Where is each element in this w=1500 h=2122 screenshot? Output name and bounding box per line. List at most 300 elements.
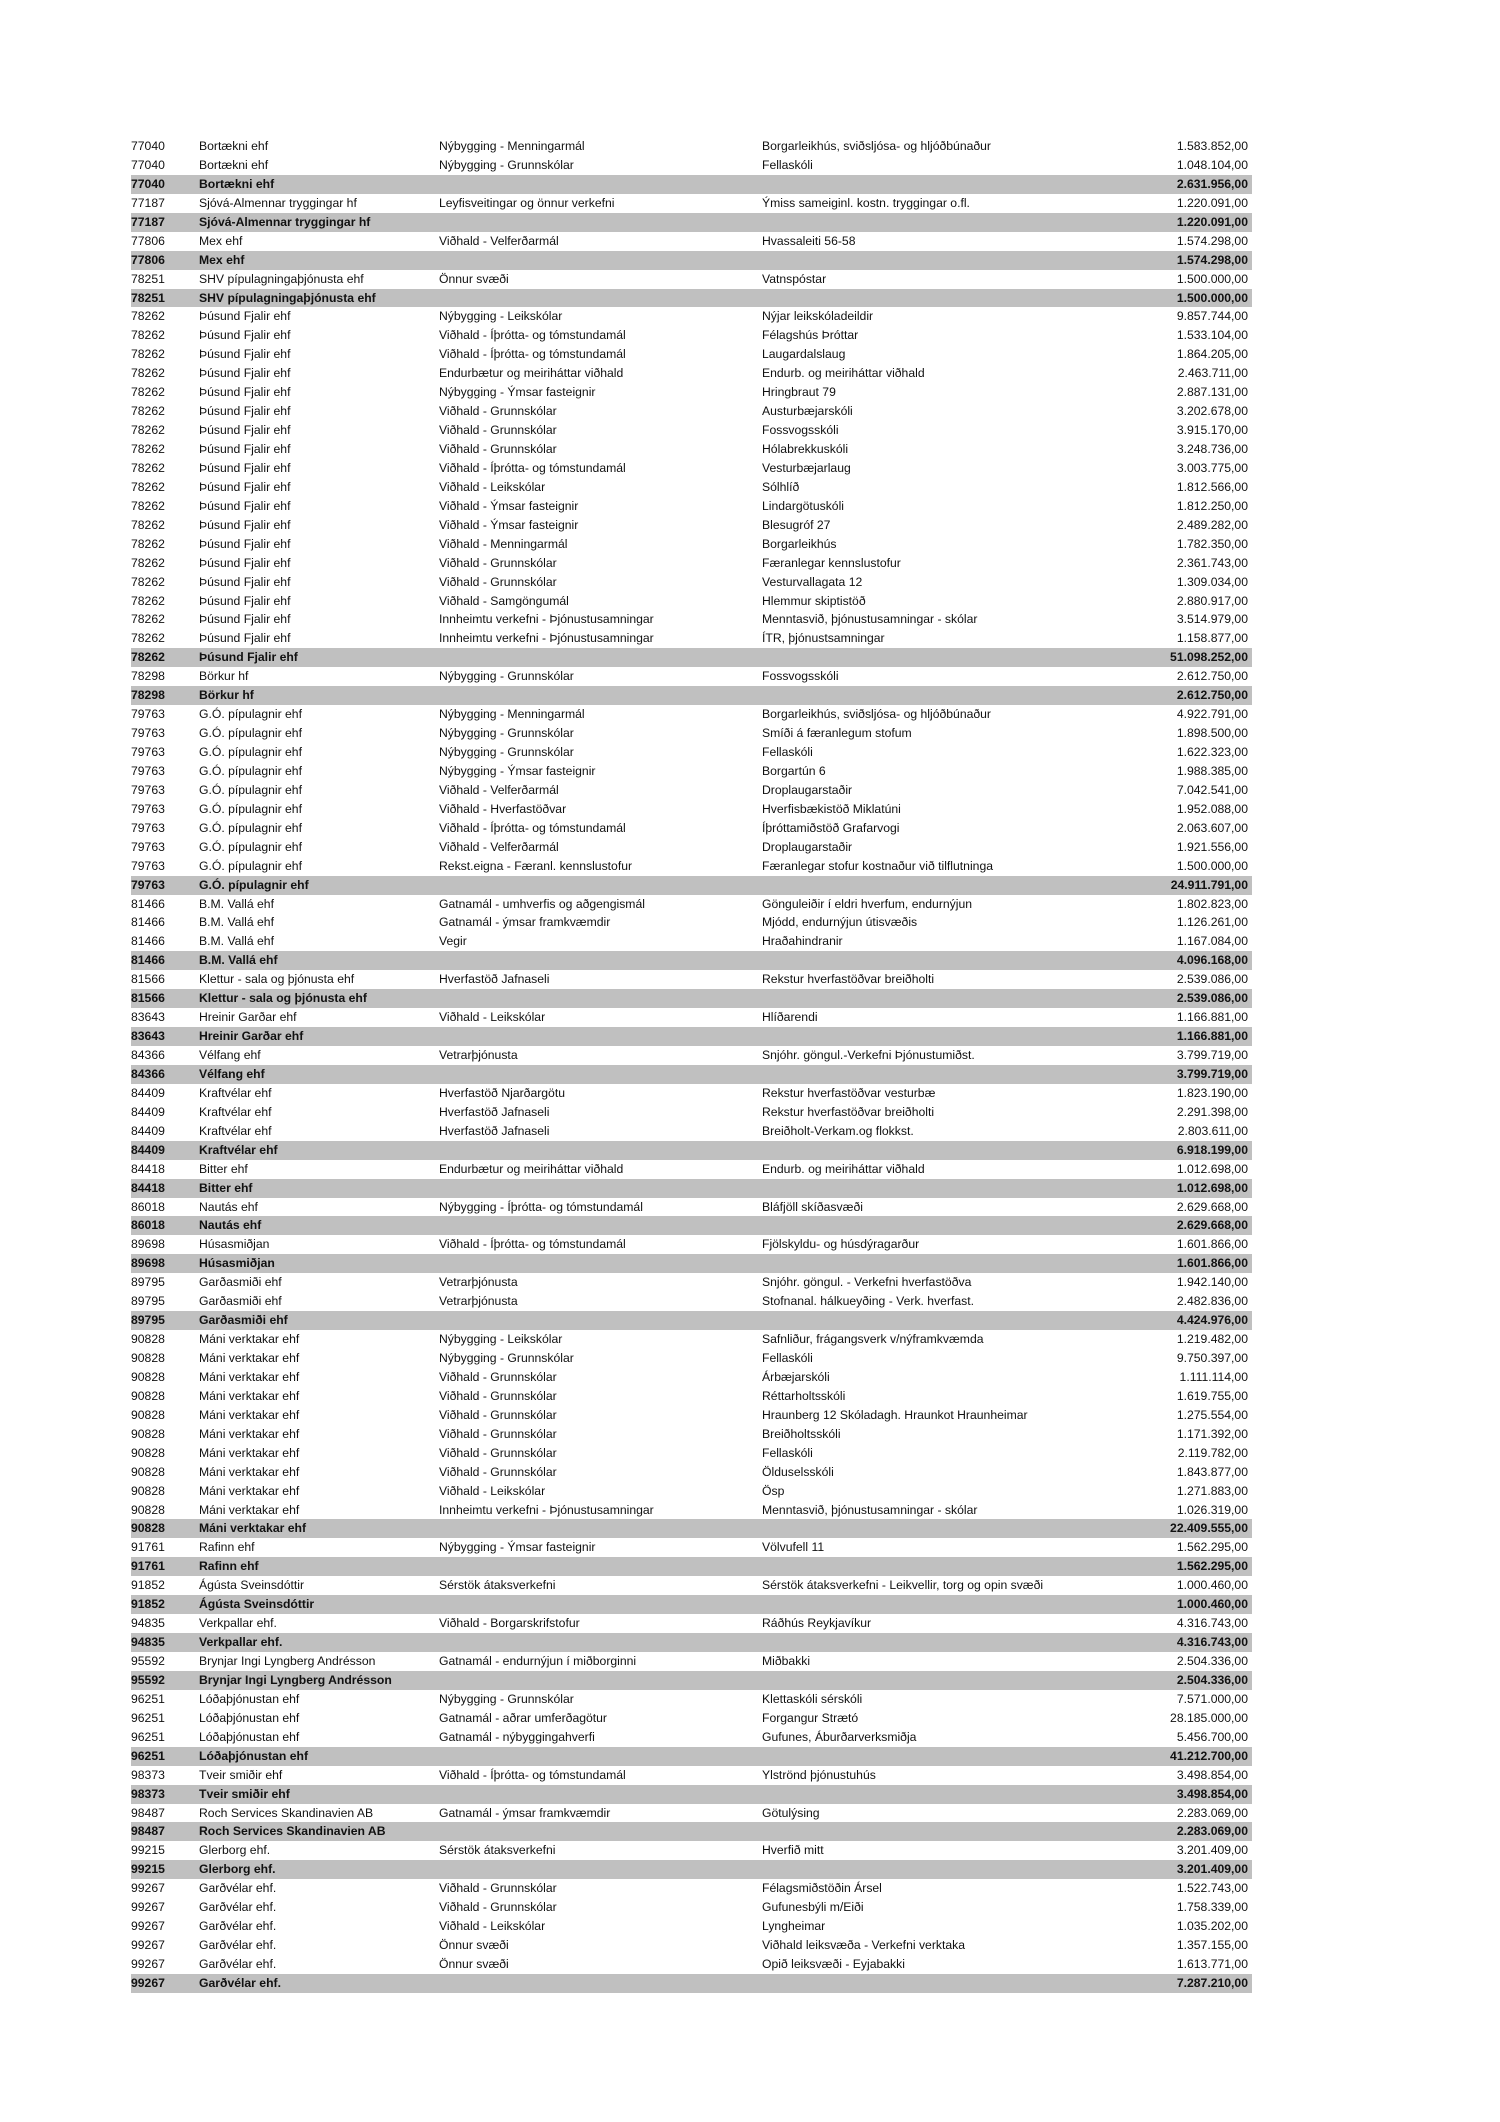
project-cell: Ölduselsskóli [762,1464,834,1479]
table-row [131,1368,1252,1387]
vendor-name-cell: Þúsund Fjalir ehf [199,442,291,456]
vendor-number-cell: 95592 [131,1672,165,1687]
vendor-name-cell: Brynjar Ingi Lyngberg Andrésson [199,1654,376,1668]
amount-cell: 3.248.736,00 [1176,442,1248,456]
subtotal-row [131,1633,1252,1652]
vendor-name-cell: Garðasmiði ehf [199,1275,282,1290]
subtotal-row [131,1216,1252,1235]
vendor-name-cell: Máni verktakar ehf [199,1426,300,1441]
vendor-number-cell: 83643 [131,1029,165,1044]
vendor-name-cell: Hreinir Garðar ehf [199,1029,304,1044]
vendor-name-cell: Sjóvá-Almennar tryggingar hf [199,214,371,229]
project-cell: Gönguleiðir í eldri hverfum, endurnýjun [762,896,973,911]
amount-cell: 1.126.261,00 [1176,915,1248,930]
project-cell: Nýjar leikskóladeildir [762,309,874,324]
amount-cell: 1.309.034,00 [1176,574,1248,589]
category-cell: Viðhald - Íþrótta- og tómstundamál [439,820,626,835]
amount-cell: 1.158.877,00 [1176,631,1248,646]
table-row [131,1614,1252,1633]
project-cell: Hverfið mitt [762,1843,824,1858]
project-cell: Árbæjarskóli [762,1369,830,1384]
category-cell: Gatnamál - umhverfis og aðgengismál [439,896,645,911]
category-cell: Sérstök átaksverkefni [439,1578,556,1593]
category-cell: Rekst.eigna - Færanl. kennslustofur [439,858,633,873]
amount-cell: 1.500.000,00 [1176,290,1248,305]
vendor-name-cell: Þúsund Fjalir ehf [199,612,291,627]
vendor-name-cell: Rafinn ehf [199,1540,255,1555]
amount-cell: 2.504.336,00 [1176,1654,1248,1668]
project-cell: Félagshús Þróttar [762,328,859,343]
vendor-number-cell: 84366 [131,1066,165,1081]
subtotal-row [131,1557,1252,1576]
vendor-number-cell: 78262 [131,366,165,381]
vendor-number-cell: 79763 [131,763,165,778]
vendor-name-cell: Ágústa Sveinsdóttir [199,1597,315,1612]
project-cell: Blesugróf 27 [762,517,831,532]
category-cell: Endurbætur og meiriháttar viðhald [439,1161,624,1176]
table-row [131,667,1252,686]
project-cell: Fellaskóli [762,1445,813,1460]
vendor-name-cell: Glerborg ehf. [199,1862,276,1877]
vendor-number-cell: 78262 [131,650,165,665]
category-cell: Viðhald - Samgöngumál [439,593,569,608]
amount-cell: 6.918.199,00 [1176,1142,1248,1157]
amount-cell: 1.166.881,00 [1176,1029,1248,1044]
vendor-name-cell: Lóðaþjónustan ehf [199,1748,309,1763]
vendor-number-cell: 98373 [131,1767,165,1782]
category-cell: Viðhald - Grunnskólar [439,1369,557,1384]
vendor-number-cell: 77187 [131,195,165,210]
amount-cell: 1.000.460,00 [1176,1578,1248,1593]
amount-cell: 4.316.743,00 [1176,1616,1248,1631]
vendor-name-cell: Garðvélar ehf. [199,1957,277,1971]
category-cell: Nýbygging - Leikskólar [439,309,563,324]
table-row [131,383,1252,402]
vendor-name-cell: Roch Services Skandinavien AB [199,1805,374,1820]
table-row [131,895,1252,914]
vendor-name-cell: Mex ehf [199,233,243,248]
amount-cell: 4.096.168,00 [1176,953,1248,968]
vendor-number-cell: 86018 [131,1218,165,1233]
table-row [131,478,1252,497]
table-row [131,1425,1252,1444]
project-cell: Mjódd, endurnýjun útisvæðis [762,915,918,930]
vendor-name-cell: Lóðaþjónustan ehf [199,1710,300,1725]
vendor-number-cell: 99267 [131,1938,165,1953]
project-cell: Rekstur hverfastöðvar breiðholti [762,1104,935,1119]
project-cell: Smíði á færanlegum stofum [762,726,912,741]
amount-cell: 2.482.836,00 [1176,1294,1248,1309]
vendor-name-cell: Garðvélar ehf. [199,1881,277,1896]
table-row [131,194,1252,213]
project-cell: Endurb. og meiriháttar viðhald [762,1161,925,1176]
subtotal-row [131,1179,1252,1198]
amount-cell: 1.583.852,00 [1176,139,1248,153]
project-cell: Fossvogsskóli [762,669,839,684]
category-cell: Viðhald - Borgarskrifstofur [439,1616,580,1631]
amount-cell: 1.220.091,00 [1176,214,1248,229]
vendor-number-cell: 90828 [131,1483,165,1498]
table-row [131,819,1252,838]
vendor-name-cell: Þúsund Fjalir ehf [199,385,291,400]
vendor-number-cell: 99215 [131,1843,165,1858]
vendor-number-cell: 81566 [131,991,165,1006]
project-cell: Ylströnd þjónustuhús [762,1767,876,1782]
vendor-number-cell: 90828 [131,1445,165,1460]
table-row [131,1936,1252,1955]
vendor-name-cell: B.M. Vallá ehf [199,915,274,930]
amount-cell: 2.463.711,00 [1177,366,1248,381]
amount-cell: 2.803.611,00 [1177,1123,1248,1138]
category-cell: Viðhald - Íþrótta- og tómstundamál [439,1767,626,1782]
project-cell: Hlemmur skiptistöð [762,593,866,608]
project-cell: Gufunes, Áburðarverksmiðja [762,1729,917,1744]
amount-cell: 3.201.409,00 [1176,1862,1248,1877]
vendor-number-cell: 84366 [131,1048,165,1062]
project-cell: Breiðholt-Verkam.og flokkst. [762,1123,914,1138]
vendor-number-cell: 81466 [131,934,165,949]
vendor-name-cell: Tveir smiðir ehf [199,1767,283,1782]
vendor-number-cell: 78262 [131,612,165,627]
amount-cell: 1.167.084,00 [1176,934,1248,949]
category-cell: Viðhald - Grunnskólar [439,1407,557,1422]
amount-cell: 1.562.295,00 [1176,1540,1248,1555]
vendor-number-cell: 94835 [131,1635,165,1650]
vendor-number-cell: 89698 [131,1237,165,1252]
vendor-number-cell: 89795 [131,1275,165,1290]
subtotal-row [131,1785,1252,1804]
project-cell: Laugardalslaug [762,347,846,362]
amount-cell: 2.612.750,00 [1176,688,1248,703]
amount-cell: 1.622.323,00 [1176,745,1248,759]
vendor-name-cell: Bitter ehf [199,1180,253,1195]
vendor-number-cell: 78251 [131,290,165,305]
vendor-name-cell: Börkur hf [199,688,254,703]
payments-table [131,137,1252,1993]
category-cell: Viðhald - Grunnskólar [439,423,557,438]
vendor-number-cell: 91761 [131,1559,165,1574]
amount-cell: 22.409.555,00 [1170,1521,1248,1536]
vendor-name-cell: Klettur - sala og þjónusta ehf [199,972,355,987]
category-cell: Viðhald - Velferðarmál [439,233,559,248]
amount-cell: 1.026.319,00 [1176,1502,1248,1517]
category-cell: Viðhald - Grunnskólar [439,404,557,419]
amount-cell: 1.601.866,00 [1176,1256,1248,1271]
vendor-number-cell: 79763 [131,839,165,854]
amount-cell: 2.612.750,00 [1176,669,1248,684]
project-cell: Klettaskóli sérskóli [762,1691,863,1706]
table-row [131,724,1252,743]
table-row [131,364,1252,383]
amount-cell: 2.291.398,00 [1176,1104,1248,1119]
vendor-name-cell: Kraftvélar ehf [199,1085,272,1100]
amount-cell: 1.574.298,00 [1176,252,1248,267]
vendor-name-cell: Verkpallar ehf. [199,1616,277,1631]
amount-cell: 1.898.500,00 [1176,726,1248,741]
vendor-number-cell: 79763 [131,801,165,816]
amount-cell: 1.271.883,00 [1176,1483,1248,1498]
table-row [131,535,1252,554]
vendor-number-cell: 81466 [131,896,165,911]
vendor-name-cell: Þúsund Fjalir ehf [199,404,291,419]
vendor-name-cell: Sjóvá-Almennar tryggingar hf [199,195,357,210]
table-row [131,326,1252,345]
category-cell: Viðhald - Grunnskólar [439,555,557,570]
vendor-number-cell: 89795 [131,1294,165,1309]
vendor-number-cell: 78298 [131,669,165,684]
vendor-number-cell: 98373 [131,1786,165,1801]
vendor-name-cell: Klettur - sala og þjónusta ehf [199,991,367,1006]
vendor-number-cell: 78262 [131,498,165,513]
vendor-name-cell: G.Ó. pípulagnir ehf [199,726,302,741]
vendor-number-cell: 91761 [131,1540,165,1555]
vendor-number-cell: 91852 [131,1578,165,1593]
vendor-number-cell: 84409 [131,1085,165,1100]
amount-cell: 3.201.409,00 [1176,1843,1248,1858]
vendor-number-cell: 78262 [131,404,165,419]
amount-cell: 1.758.339,00 [1176,1900,1248,1915]
table-row [131,1406,1252,1425]
amount-cell: 3.498.854,00 [1176,1786,1248,1801]
vendor-number-cell: 90828 [131,1464,165,1479]
category-cell: Vetrarþjónusta [439,1048,518,1062]
table-row [131,270,1252,289]
subtotal-row [131,951,1252,970]
amount-cell: 3.202.678,00 [1176,404,1248,419]
vendor-number-cell: 99215 [131,1862,165,1877]
amount-cell: 7.571.000,00 [1176,1691,1248,1706]
amount-cell: 1.219.482,00 [1176,1332,1248,1347]
vendor-name-cell: Bortækni ehf [199,176,275,191]
category-cell: Önnur svæði [439,1938,509,1953]
category-cell: Vegir [439,934,467,949]
vendor-number-cell: 78262 [131,517,165,532]
table-row [131,1349,1252,1368]
project-cell: Snjóhr. göngul.-Verkefni Þjónustumiðst. [762,1048,975,1062]
project-cell: Sérstök átaksverkefni - Leikvellir, torg og opin svæði [762,1578,1044,1593]
table-row [131,1103,1252,1122]
vendor-name-cell: Máni verktakar ehf [199,1483,300,1498]
vendor-name-cell: Þúsund Fjalir ehf [199,555,291,570]
table-row [131,402,1252,421]
category-cell: Nýbygging - Grunnskólar [439,669,574,684]
subtotal-row [131,1860,1252,1879]
vendor-name-cell: Garðvélar ehf. [199,1938,277,1953]
vendor-number-cell: 89698 [131,1256,165,1271]
vendor-name-cell: G.Ó. pípulagnir ehf [199,745,302,759]
subtotal-row [131,1254,1252,1273]
amount-cell: 3.799.719,00 [1176,1066,1248,1081]
amount-cell: 1.171.392,00 [1176,1426,1248,1441]
category-cell: Viðhald - Grunnskólar [439,442,557,456]
project-cell: Opið leiksvæði - Eyjabakki [762,1957,905,1971]
project-cell: Rekstur hverfastöðvar breiðholti [762,972,935,987]
project-cell: Hólabrekkuskóli [762,442,849,456]
table-row [131,440,1252,459]
vendor-number-cell: 90828 [131,1426,165,1441]
vendor-name-cell: Bitter ehf [199,1161,248,1176]
vendor-number-cell: 78298 [131,688,165,703]
vendor-number-cell: 78262 [131,309,165,324]
category-cell: Innheimtu verkefni - Þjónustusamningar [439,1502,654,1517]
table-row [131,1690,1252,1709]
category-cell: Viðhald - Velferðarmál [439,782,559,797]
table-row [131,857,1252,876]
vendor-number-cell: 86018 [131,1199,165,1214]
amount-cell: 2.631.956,00 [1176,176,1248,191]
project-cell: Rekstur hverfastöðvar vesturbæ [762,1085,936,1100]
vendor-number-cell: 90828 [131,1369,165,1384]
vendor-number-cell: 98487 [131,1824,165,1839]
vendor-number-cell: 78262 [131,347,165,362]
category-cell: Viðhald - Íþrótta- og tómstundamál [439,328,626,343]
vendor-name-cell: Máni verktakar ehf [199,1332,300,1347]
vendor-name-cell: G.Ó. pípulagnir ehf [199,782,302,797]
table-row [131,1804,1252,1823]
vendor-number-cell: 79763 [131,782,165,797]
vendor-number-cell: 99267 [131,1975,165,1990]
project-cell: Hringbraut 79 [762,385,836,400]
project-cell: Endurb. og meiriháttar viðhald [762,366,925,381]
vendor-number-cell: 91852 [131,1597,165,1612]
vendor-number-cell: 78262 [131,574,165,589]
amount-cell: 1.562.295,00 [1176,1559,1248,1574]
vendor-number-cell: 99267 [131,1957,165,1971]
table-row [131,629,1252,648]
amount-cell: 41.212.700,00 [1170,1748,1248,1763]
amount-cell: 2.361.743,00 [1176,555,1248,570]
table-row [131,1501,1252,1520]
table-row [131,800,1252,819]
table-row [131,497,1252,516]
vendor-number-cell: 90828 [131,1502,165,1517]
project-cell: Viðhald leiksvæða - Verkefni verktaka [762,1938,966,1953]
amount-cell: 1.166.881,00 [1176,1010,1248,1025]
vendor-name-cell: SHV pípulagningaþjónusta ehf [199,290,376,305]
category-cell: Vetrarþjónusta [439,1275,518,1290]
project-cell: Gufunesbýli m/Eiði [762,1900,864,1915]
project-cell: Menntasvið, þjónustusamningar - skólar [762,1502,978,1517]
project-cell: Forgangur Strætó [762,1710,859,1725]
vendor-number-cell: 99267 [131,1900,165,1915]
category-cell: Gatnamál - nýbyggingahverfi [439,1729,595,1744]
table-row [131,705,1252,724]
amount-cell: 9.750.397,00 [1176,1351,1248,1365]
vendor-number-cell: 78262 [131,328,165,343]
table-row [131,516,1252,535]
amount-cell: 7.287.210,00 [1176,1975,1248,1990]
vendor-number-cell: 79763 [131,707,165,722]
vendor-name-cell: Garðasmiði ehf [199,1313,288,1328]
vendor-number-cell: 84418 [131,1180,165,1195]
project-cell: Droplaugarstaðir [762,839,853,854]
table-row [131,1330,1252,1349]
table-row [131,1917,1252,1936]
amount-cell: 24.911.791,00 [1170,877,1248,892]
project-cell: Færanlegar kennslustofur [762,555,901,570]
project-cell: Fellaskóli [762,1351,813,1365]
table-row [131,1235,1252,1254]
amount-cell: 5.456.700,00 [1176,1729,1248,1744]
amount-cell: 2.887.131,00 [1176,385,1248,400]
table-row [131,1955,1252,1974]
vendor-name-cell: Rafinn ehf [199,1559,259,1574]
vendor-name-cell: Vélfang ehf [199,1048,261,1062]
amount-cell: 1.048.104,00 [1176,157,1248,172]
vendor-name-cell: SHV pípulagningaþjónusta ehf [199,271,364,286]
vendor-number-cell: 84409 [131,1123,165,1138]
amount-cell: 1.000.460,00 [1176,1597,1248,1612]
table-row [131,762,1252,781]
category-cell: Viðhald - Grunnskólar [439,1900,557,1915]
vendor-number-cell: 79763 [131,877,165,892]
table-row [131,421,1252,440]
category-cell: Viðhald - Grunnskólar [439,1388,557,1403]
category-cell: Gatnamál - endurnýjun í miðborginni [439,1654,637,1668]
vendor-name-cell: Hreinir Garðar ehf [199,1010,297,1025]
vendor-number-cell: 78262 [131,442,165,456]
vendor-number-cell: 78262 [131,631,165,646]
table-row [131,1652,1252,1671]
vendor-name-cell: Garðvélar ehf. [199,1975,281,1990]
project-cell: Ösp [762,1483,785,1498]
project-cell: Réttarholtsskóli [762,1388,846,1403]
vendor-name-cell: Þúsund Fjalir ehf [199,517,291,532]
vendor-number-cell: 77040 [131,139,165,153]
amount-cell: 1.500.000,00 [1176,858,1248,873]
category-cell: Viðhald - Leikskólar [439,479,546,494]
amount-cell: 1.952.088,00 [1176,801,1248,816]
project-cell: Borgarleikhús, sviðsljósa- og hljóðbúnaður [762,707,991,722]
category-cell: Gatnamál - ýmsar framkvæmdir [439,915,611,930]
vendor-name-cell: G.Ó. pípulagnir ehf [199,820,302,835]
vendor-name-cell: Máni verktakar ehf [199,1369,300,1384]
vendor-name-cell: Kraftvélar ehf [199,1104,272,1119]
category-cell: Viðhald - Leikskólar [439,1919,546,1934]
amount-cell: 1.574.298,00 [1176,233,1248,248]
category-cell: Nýbygging - Ýmsar fasteignir [439,1540,596,1555]
project-cell: Breiðholtsskóli [762,1426,841,1441]
vendor-name-cell: Lóðaþjónustan ehf [199,1729,300,1744]
vendor-number-cell: 90828 [131,1521,165,1536]
subtotal-row [131,989,1252,1008]
vendor-number-cell: 84409 [131,1104,165,1119]
project-cell: Miðbakki [762,1654,811,1668]
table-row [131,1008,1252,1027]
category-cell: Önnur svæði [439,271,509,286]
category-cell: Viðhald - Leikskólar [439,1483,546,1498]
category-cell: Nýbygging - Leikskólar [439,1332,563,1347]
project-cell: Safnliður, frágangsverk v/nýframkvæmda [762,1332,984,1347]
subtotal-row [131,1822,1252,1841]
project-cell: Íþróttamiðstöð Grafarvogi [762,820,900,835]
vendor-name-cell: Þúsund Fjalir ehf [199,423,291,438]
project-cell: Menntasvið, þjónustusamningar - skólar [762,612,978,627]
vendor-number-cell: 90828 [131,1388,165,1403]
vendor-name-cell: Þúsund Fjalir ehf [199,366,291,381]
vendor-name-cell: Máni verktakar ehf [199,1407,300,1422]
project-cell: Droplaugarstaðir [762,782,853,797]
vendor-name-cell: G.Ó. pípulagnir ehf [199,877,309,892]
project-cell: Hlíðarendi [762,1010,818,1025]
category-cell: Hverfastöð Jafnaseli [439,972,550,987]
table-row [131,610,1252,629]
category-cell: Nýbygging - Menningarmál [439,139,585,153]
amount-cell: 1.843.877,00 [1176,1464,1248,1479]
category-cell: Viðhald - Íþrótta- og tómstundamál [439,460,626,475]
category-cell: Viðhald - Leikskólar [439,1010,546,1025]
subtotal-row [131,1671,1252,1690]
